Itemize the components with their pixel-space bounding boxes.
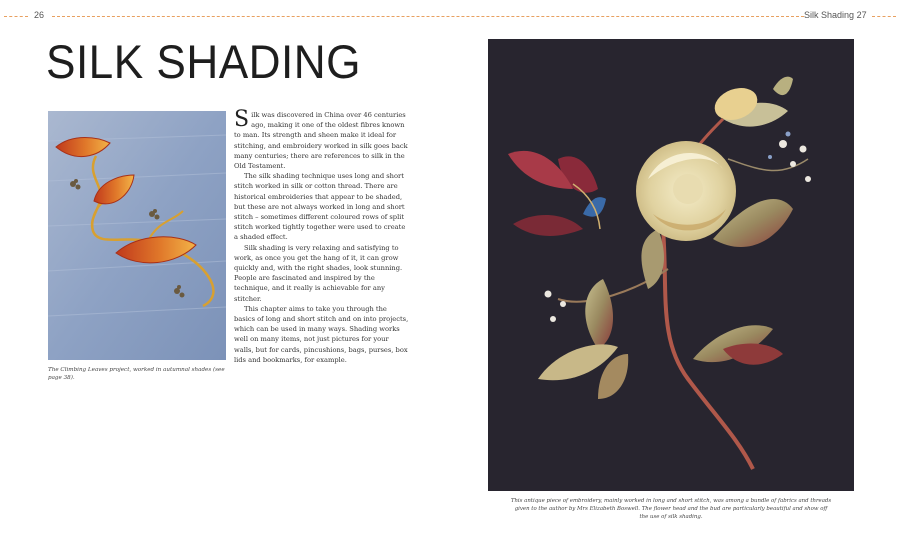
climbing-leaves-illustration — [48, 111, 226, 360]
right-photo-caption: This antique piece of embroidery, mainly worked in long and short stitch, was among a bundle of fabrics and threads given to the author by Mrs Elizabeth Boswell. The flower head and the bud are particularly beautiful and show off the use of silk shading. — [510, 498, 832, 520]
paragraph-1-text: ilk was discovered in China over 46 centuries ago, making it one of the oldest fibres known to man. Its strength and sheen make it ideal for stitching, and embroidery worked in silk goes back many centuries; there are references to silk in the Old Testament. — [234, 111, 408, 171]
paragraph-3: Silk shading is very relaxing and satisfying to work, as once you get the hang of it, it can grow quickly and, with the right shades, look stunning. People are fascinated and inspired by the technique, and it really is achievable for any stitcher. — [234, 243, 403, 303]
header-rule-right — [872, 16, 896, 17]
right-page-number: 27 — [856, 10, 867, 20]
left-page-number: 26 — [34, 10, 45, 20]
antique-embroidery-photo — [488, 39, 854, 491]
left-photo-caption: The Climbing Leaves project, worked in autumnal shades (see page 38). — [48, 367, 225, 381]
header-rule-left-a — [4, 16, 28, 17]
chapter-title: Silk Shading — [804, 10, 855, 20]
page-title: SILK SHADING — [46, 35, 361, 88]
chapter-header — [804, 10, 867, 20]
paragraph-1 — [234, 107, 409, 171]
paragraph-2: The silk shading technique uses long and short stitch worked in silk or cotton thread. There are historical embroideries that appear to be shaded, but these are not always worked in long and short stitch – sometimes different coloured rows of split stitch worked tightly together were used to create a shaded effect. — [234, 172, 406, 242]
body-text — [234, 107, 409, 365]
antique-rose-illustration — [488, 39, 854, 491]
drop-cap: S — [234, 107, 250, 132]
paragraph-4: This chapter aims to take you through the basics of long and short stitch and on into projects, which can be used in many ways. Shading works well on many items, not just pictures for your walls, but for cards, pincushions, bags, purses, box lids and bookmarks, for example. — [234, 304, 409, 364]
climbing-leaves-photo — [48, 111, 226, 360]
header-rule-left-b — [52, 16, 804, 17]
